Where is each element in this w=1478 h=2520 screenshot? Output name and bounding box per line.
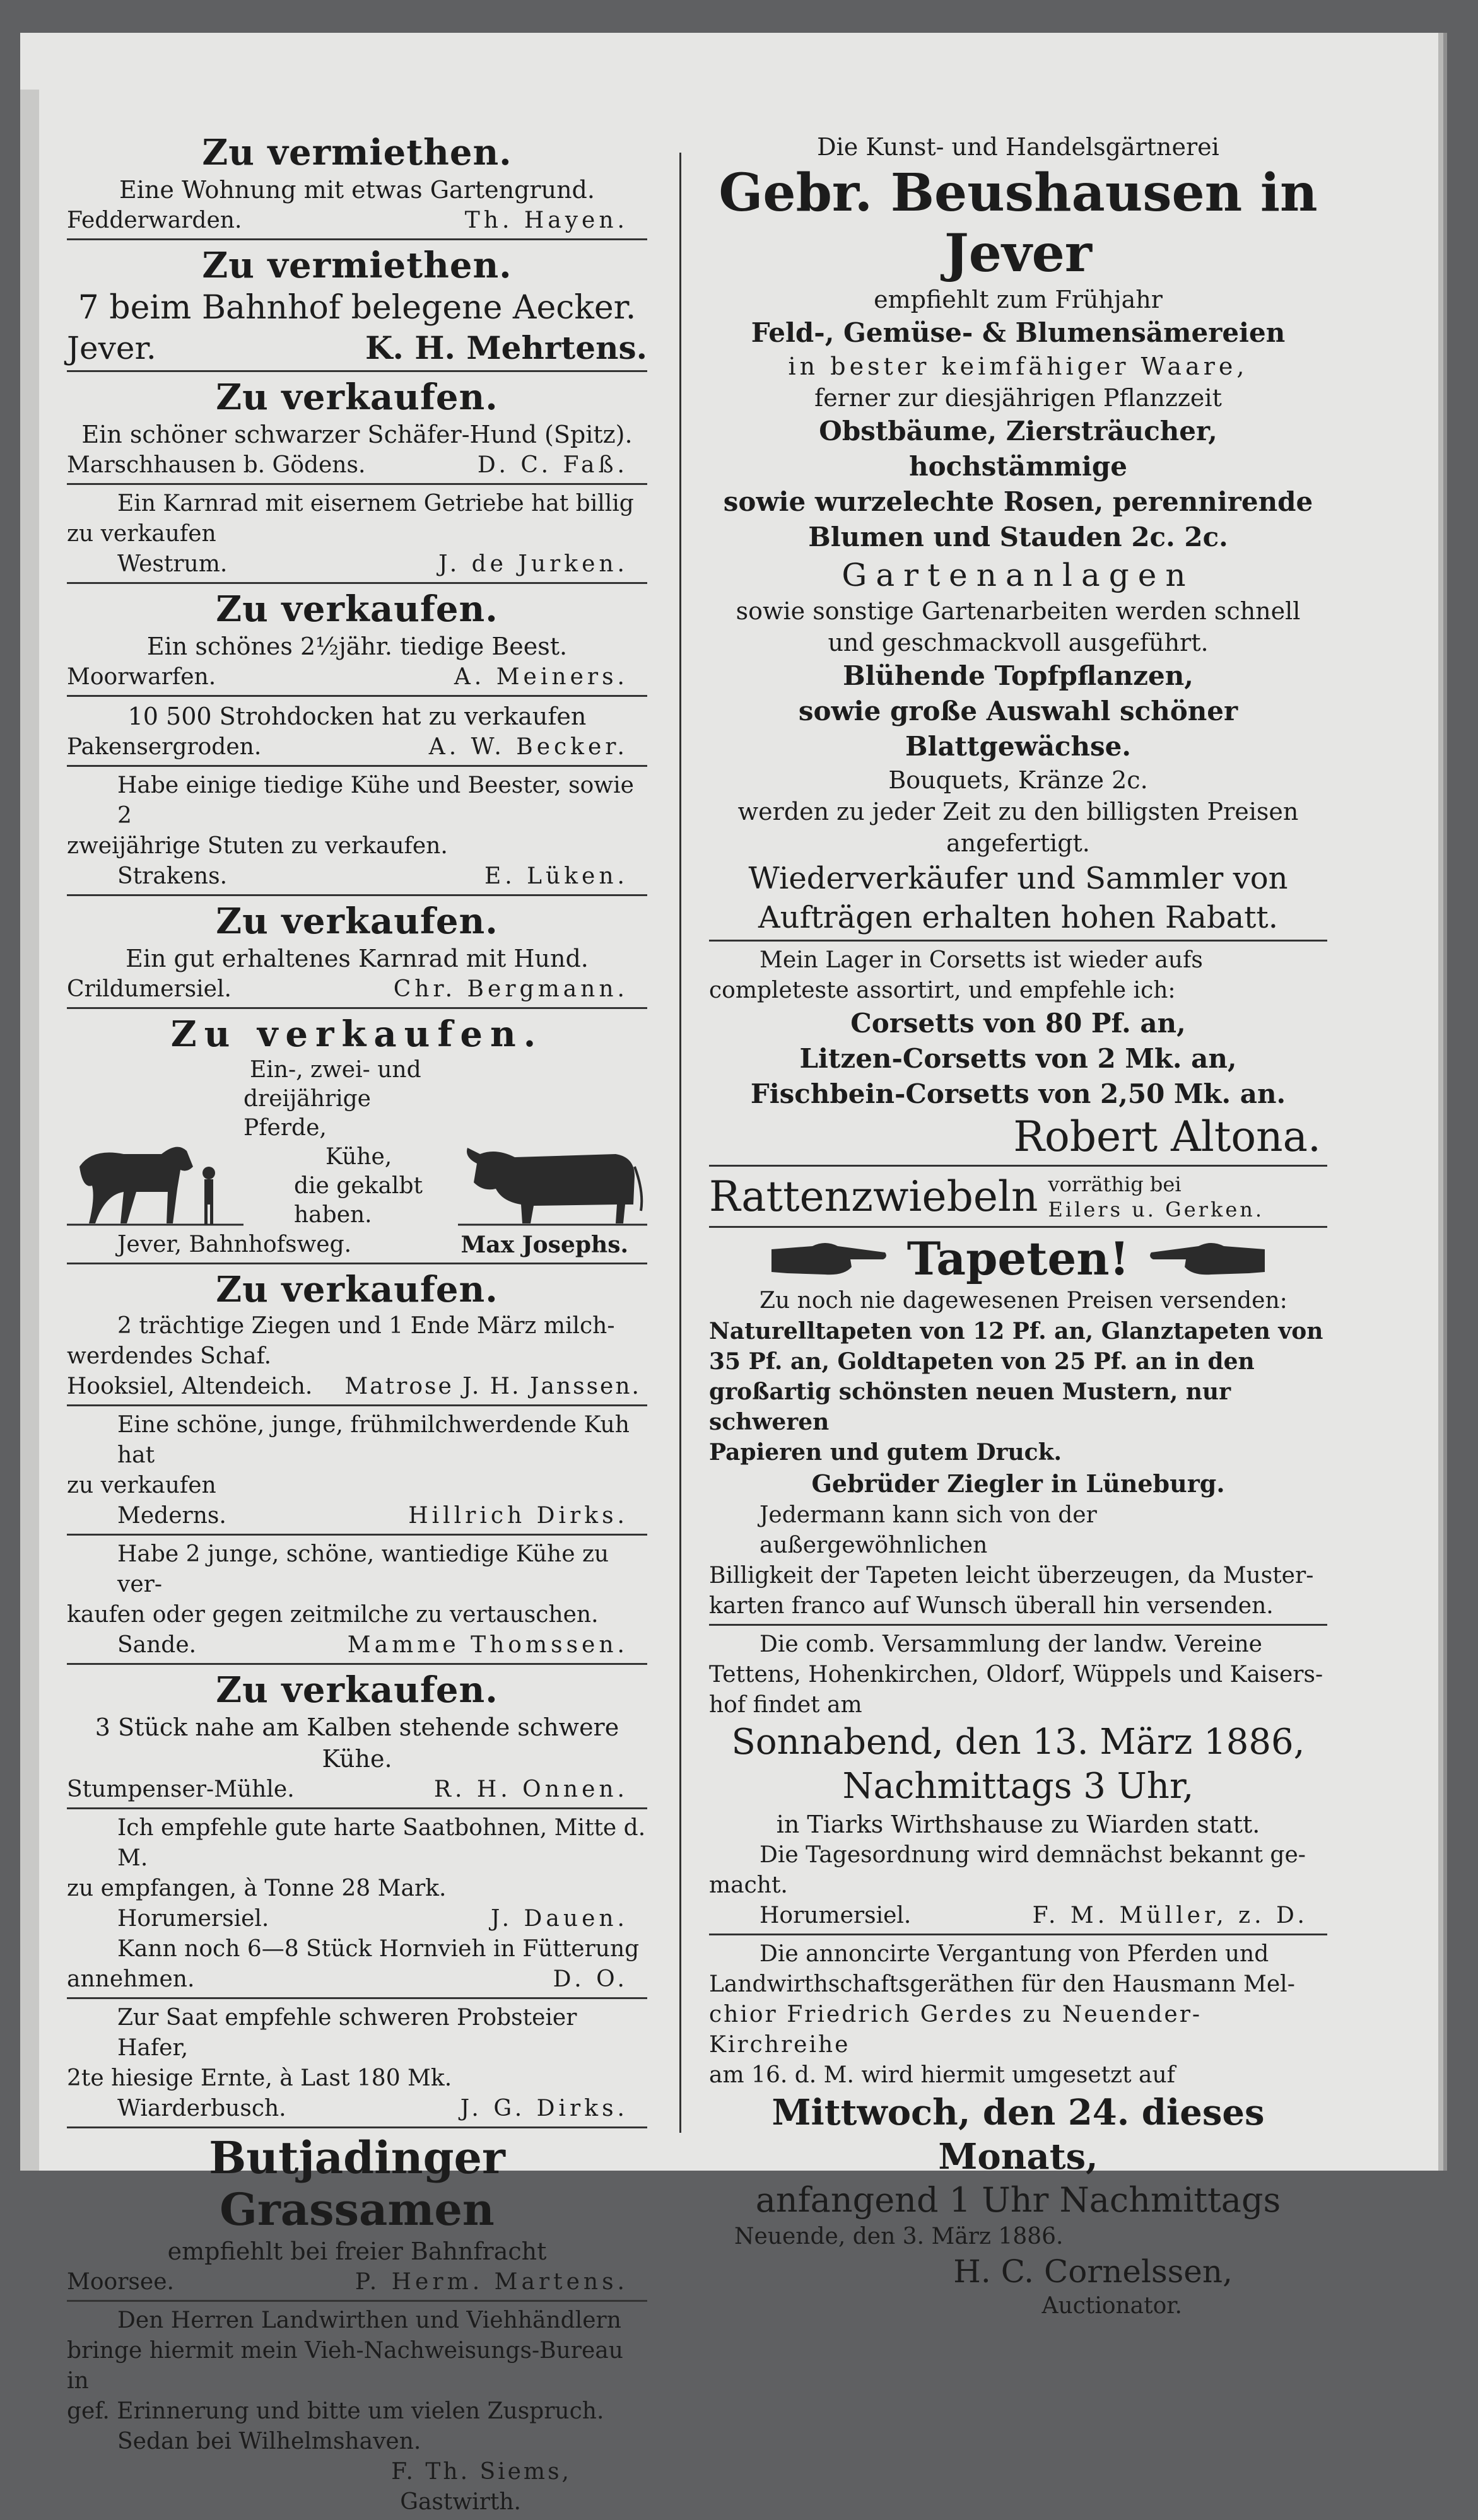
pointing-hand-left-icon: [1148, 1237, 1268, 1281]
ad-place: Jever, Bahnhofsweg.: [117, 1232, 352, 1257]
ad-role: Auctionator.: [1041, 2293, 1182, 2319]
ad-heading: Rattenzwiebeln: [709, 1172, 1038, 1221]
ad-name: Hillrich Dirks.: [408, 1503, 628, 1529]
ad-place: Moorsee.: [67, 2269, 174, 2295]
ad-signature: [67, 662, 647, 692]
ad-place: Wiarderbusch.: [117, 2096, 286, 2121]
ad-name: A. Meiners.: [454, 664, 628, 690]
ad-text: Litzen-Corsetts von 2 Mk. an,: [799, 1043, 1237, 1074]
ad-text: Die Kunst- und Handelsgärtnerei: [817, 133, 1219, 161]
ad-heading: Zu verkaufen.: [170, 1013, 544, 1055]
ad-signature: [67, 329, 647, 368]
ad-sale-thomssen: [67, 1536, 647, 1665]
ad-text: Die comb. Versammlung der landw. Vereine: [760, 1631, 1262, 1657]
ad-text: chior Friedrich Gerdes zu Neuender-Kirchreihe: [709, 2002, 1202, 2058]
ad-text: Mittwoch, den 24. dieses Monats,: [771, 2092, 1265, 2178]
ad-text: Billigkeit der Tapeten leicht überzeugen, da Muster-: [709, 1563, 1314, 1589]
ad-sale-meiners: [67, 584, 647, 697]
ad-text: Feld-, Gemüse- & Blumensämereien: [751, 317, 1286, 348]
ad-signature: [67, 549, 647, 580]
ad-text: zweijährige Stuten zu verkaufen.: [67, 833, 448, 859]
ad-signature: [67, 1904, 647, 1934]
ad-text: Ein Karnrad mit eisernem Getriebe hat billig: [117, 491, 634, 516]
ad-name: A. W. Becker.: [428, 734, 628, 760]
ad-place: Mederns.: [117, 1503, 226, 1529]
ad-sale-lueken: [67, 767, 647, 896]
ad-text: Aufträgen erhalten hohen Rabatt.: [758, 900, 1278, 935]
ad-text: werden zu jeder Zeit zu den billigsten Preisen: [737, 798, 1299, 825]
ad-text: anfangend 1 Uhr Nachmittags: [755, 2180, 1281, 2220]
ad-text: zu verkaufen: [67, 521, 216, 547]
ad-signature: [67, 974, 647, 1005]
ad-text: Blumen und Stauden 2c. 2c.: [808, 522, 1228, 552]
ad-name: D. O.: [553, 1966, 628, 1992]
ad-sale-fass: [67, 372, 647, 485]
ad-rent-mehrtens: [67, 240, 647, 372]
ad-text: zu empfangen, à Tonne 28 Mark.: [67, 1875, 447, 1901]
ad-heading-row: [709, 1232, 1327, 1286]
newspaper-page: [20, 33, 1438, 2515]
ad-signature: [709, 1901, 1327, 1931]
ad-grassamen: [67, 2128, 647, 2302]
ad-sale-jurken: [67, 485, 647, 584]
ad-name: J. G. Dirks.: [460, 2096, 628, 2121]
ad-text: Die annoncirte Vergantung von Pferden und: [760, 1941, 1269, 1967]
ad-name: H. C. Cornelssen,: [953, 2253, 1233, 2290]
ad-text: vorräthig bei: [1048, 1172, 1182, 1196]
ad-place: Moorwarfen.: [67, 664, 216, 690]
ad-text: empfiehlt bei freier Bahnfracht: [167, 2237, 547, 2265]
ad-signature: [67, 1501, 647, 1531]
ad-heading: Zu verkaufen.: [216, 376, 498, 418]
ad-text: completeste assortirt, und empfehle ich:: [709, 977, 1176, 1003]
firm-name: Gebr. Beushausen in Jever: [718, 163, 1318, 284]
ad-name: Robert Altona.: [1013, 1112, 1321, 1161]
ad-place: Stumpenser-Mühle.: [67, 1776, 295, 1802]
ad-text: 35 Pf. an, Goldtapeten von 25 Pf. an in den: [709, 1348, 1255, 1375]
ad-heading: Tapeten!: [906, 1232, 1130, 1285]
ad-name: Th. Hayen.: [464, 207, 628, 233]
ad-siems: [67, 2302, 647, 2520]
ad-text: Neuende, den 3. März 1886.: [734, 2224, 1064, 2249]
ad-place: Strakens.: [117, 863, 228, 889]
ad-heading: Zu verkaufen.: [216, 588, 498, 630]
ad-text: Wiederverkäufer und Sammler von: [748, 861, 1288, 896]
ad-name: Eilers u. Gerken.: [1048, 1198, 1265, 1222]
ad-text: Ein schönes 2½jähr. tiedige Beest.: [146, 633, 568, 660]
ad-text: gef. Erinnerung und bitte um vielen Zuspruch.: [67, 2398, 604, 2424]
ad-text: zu verkaufen: [67, 1473, 216, 1498]
ad-heading: Zu vermiethen.: [202, 132, 512, 173]
ad-tapeten: [709, 1228, 1327, 1626]
ad-text: bringe hiermit mein Vieh-Nachweisungs-Bureau in: [67, 2338, 623, 2394]
ad-name: R. H. Onnen.: [433, 1776, 628, 1802]
right-column: [709, 127, 1327, 2324]
ad-beushausen: [709, 127, 1327, 942]
ad-text: Papieren und gutem Druck.: [709, 1439, 1062, 1466]
ad-signature: [67, 1775, 647, 1805]
ad-sale-becker: [67, 697, 647, 767]
ad-signature: [67, 1372, 647, 1402]
ad-place: Sande.: [117, 1632, 197, 1658]
ad-sale-josephs: [67, 1009, 647, 1264]
ad-text: 10 500 Strohdocken hat zu verkaufen: [127, 703, 587, 730]
ad-name: Chr. Bergmann.: [393, 976, 628, 1002]
adjacent-page-edge: [20, 90, 39, 2171]
ad-signature: [67, 450, 647, 481]
ad-text: Zur Saat empfehle schweren Probsteier Hafer,: [117, 2005, 577, 2061]
ad-place: Pakensergroden.: [67, 734, 262, 760]
ad-text-block: [1038, 1172, 1265, 1222]
ad-name: Matrose J. H. Janssen.: [344, 1374, 641, 1399]
ad-text: Ein gut erhaltenes Karnrad mit Hund.: [126, 945, 589, 972]
ad-text: Mein Lager in Corsetts ist wieder aufs: [760, 947, 1203, 973]
ad-place: Hooksiel, Altendeich.: [67, 1374, 313, 1399]
ad-text: Ein schöner schwarzer Schäfer-Hund (Spitz).: [81, 421, 633, 448]
ad-place: Horumersiel.: [760, 1903, 912, 1928]
ad-text: sowie große Auswahl schöner Blattgewächse.: [798, 696, 1238, 762]
ad-heading: Zu verkaufen.: [216, 1669, 498, 1711]
ad-text: Corsetts von 80 Pf. an,: [850, 1008, 1186, 1039]
ad-text: Sedan bei Wilhelmshaven.: [117, 2429, 421, 2454]
ad-text: Sonnabend, den 13. März 1886,: [731, 1722, 1305, 1763]
ad-text: Eine schöne, junge, frühmilchwerdende Kuh hat: [117, 1412, 630, 1468]
ad-text: Nachmittags 3 Uhr,: [842, 1766, 1194, 1807]
ad-heading: Zu verkaufen.: [216, 1269, 498, 1310]
ad-text: die gekalbt haben.: [294, 1173, 423, 1228]
ad-text: Zu noch nie dagewesenen Preisen versenden:: [760, 1288, 1287, 1314]
ad-name: D. C. Faß.: [477, 452, 628, 478]
ad-signature: [67, 1230, 647, 1260]
ad-text: angefertigt.: [946, 829, 1090, 857]
ad-text: annehmen.: [67, 1966, 195, 1992]
horse-illustration: [67, 1129, 243, 1230]
ad-text: am 16. d. M. wird hiermit umgesetzt auf: [709, 2062, 1175, 2088]
ad-text: Jedermann kann sich von der außergewöhnlichen: [760, 1502, 1097, 1558]
ad-place: Crildumersiel.: [67, 976, 232, 1002]
ad-versammlung: [709, 1626, 1327, 1935]
ad-text: Obstbäume, Ziersträucher, hochstämmige: [819, 416, 1217, 482]
ad-text: kaufen oder gegen zeitmilche zu vertauschen.: [67, 1602, 599, 1628]
ad-name: Gebrüder Ziegler in Lüneburg.: [811, 1469, 1225, 1498]
ad-place: Fedderwarden.: [67, 207, 242, 233]
ad-name: J. Dauen.: [491, 1906, 628, 1932]
ad-dauen: [67, 1809, 647, 1999]
ad-sale-dirks: [67, 1406, 647, 1536]
ad-text: Tettens, Hohenkirchen, Oldorf, Wüppels und Kaisers-: [709, 1662, 1323, 1688]
ad-text: werdendes Schaf.: [67, 1343, 272, 1369]
ad-text: Ein-, zwei- und: [250, 1057, 421, 1083]
ad-text: Die Tagesordnung wird demnächst bekannt ge-: [760, 1842, 1306, 1868]
ad-role: Gastwirth.: [400, 2489, 521, 2515]
ad-text: in bester keimfähiger Waare,: [788, 353, 1248, 380]
ad-signature: [67, 732, 647, 762]
ad-name: F. M. Müller, z. D.: [1032, 1903, 1308, 1928]
ad-text: karten franco auf Wunsch überall hin versenden.: [709, 1593, 1274, 1619]
ad-text: Kann noch 6—8 Stück Hornvieh in Fütterung: [117, 1936, 640, 1962]
ad-text: hof findet am: [709, 1692, 862, 1718]
ad-name: Max Josephs.: [460, 1232, 628, 1258]
ad-vergantung: [709, 1935, 1327, 2324]
cow-illustration: [458, 1129, 647, 1230]
ad-name: F. Th. Siems,: [391, 2459, 572, 2485]
ad-text: Den Herren Landwirthen und Viehhändlern: [117, 2307, 621, 2333]
ad-illustration-row: [67, 1056, 647, 1230]
ad-name: Mamme Thomssen.: [347, 1632, 628, 1658]
ad-signature: [67, 861, 647, 892]
ad-heading: Butjadinger Grassamen: [209, 2132, 505, 2236]
ad-heading: Zu verkaufen.: [216, 901, 498, 942]
ad-signature: [67, 1630, 647, 1660]
ad-place: Marschhausen b. Gödens.: [67, 452, 366, 478]
ad-text: 7 beim Bahnhof belegene Aecker.: [78, 289, 636, 327]
ad-text: empfiehlt zum Frühjahr: [874, 286, 1163, 313]
ad-text: Eine Wohnung mit etwas Gartengrund.: [119, 176, 595, 204]
ad-place: Horumersiel.: [117, 1906, 269, 1932]
ad-text: macht.: [709, 1872, 788, 1898]
ad-place: Westrum.: [117, 551, 228, 577]
ad-name: K. H. Mehrtens.: [365, 329, 647, 366]
ad-text: Habe einige tiedige Kühe und Beester, sowie 2: [117, 773, 634, 829]
ad-text: 2te hiesige Ernte, à Last 180 Mk.: [67, 2065, 452, 2091]
ad-sale-janssen: [67, 1264, 647, 1406]
ad-name: J. de Jurken.: [438, 551, 628, 577]
ad-text: Landwirthschaftsgeräthen für den Hausmann Mel-: [709, 1971, 1295, 1997]
ad-text: Fischbein-Corsetts von 2,50 Mk. an.: [750, 1078, 1286, 1109]
ad-text: Habe 2 junge, schöne, wantiedige Kühe zu ver-: [117, 1541, 609, 1597]
ad-text: ferner zur diesjährigen Pflanzzeit: [814, 384, 1222, 412]
pointing-hand-right-icon: [768, 1237, 888, 1281]
ad-signature: [67, 1964, 647, 1995]
ad-text: dreijährige Pferde,: [243, 1086, 371, 1141]
ad-place: Jever.: [67, 330, 156, 366]
ad-probsteier-hafer: [67, 1999, 647, 2128]
ad-signature: [67, 206, 647, 236]
ad-text: Blühende Topfpflanzen,: [843, 660, 1194, 691]
ad-text: großartig schönsten neuen Mustern, nur schweren: [709, 1379, 1231, 1435]
ad-text: Ich empfehle gute harte Saatbohnen, Mitte d. M.: [117, 1815, 646, 1871]
ad-text: Naturelltapeten von 12 Pf. an, Glanztapeten von: [709, 1318, 1323, 1345]
ad-sale-bergmann: [67, 896, 647, 1009]
ad-name: P. Herm. Martens.: [355, 2269, 628, 2295]
ad-text: in Tiarks Wirthshause zu Wiarden statt.: [776, 1811, 1260, 1838]
ad-text: Bouquets, Kränze 2c.: [888, 766, 1148, 794]
ad-sale-onnen: [67, 1665, 647, 1809]
ad-signature: [67, 2267, 647, 2297]
ad-text: sowie sonstige Gartenarbeiten werden schnell: [736, 597, 1301, 625]
ad-text: 3 Stück nahe am Kalben stehende schwere Kühe.: [95, 1713, 619, 1773]
ad-text: sowie wurzelechte Rosen, perennirende: [723, 486, 1313, 517]
ad-altona-corsetts: [709, 942, 1327, 1167]
ad-heading: Zu vermiethen.: [202, 245, 512, 286]
ad-text-block: [243, 1056, 458, 1230]
ad-rent-hayen: [67, 127, 647, 240]
column-divider: [679, 153, 681, 2133]
ad-signature: [67, 2094, 647, 2124]
ad-text: Kühe,: [326, 1144, 392, 1170]
ad-text: und geschmackvoll ausgeführt.: [828, 629, 1209, 656]
left-column: [67, 127, 647, 2520]
ad-text: Gartenanlagen: [842, 557, 1195, 593]
ad-rattenzwiebeln: [709, 1167, 1327, 1228]
ad-text: 2 trächtige Ziegen und 1 Ende März milch-: [117, 1313, 615, 1339]
ad-name: E. Lüken.: [484, 863, 628, 889]
